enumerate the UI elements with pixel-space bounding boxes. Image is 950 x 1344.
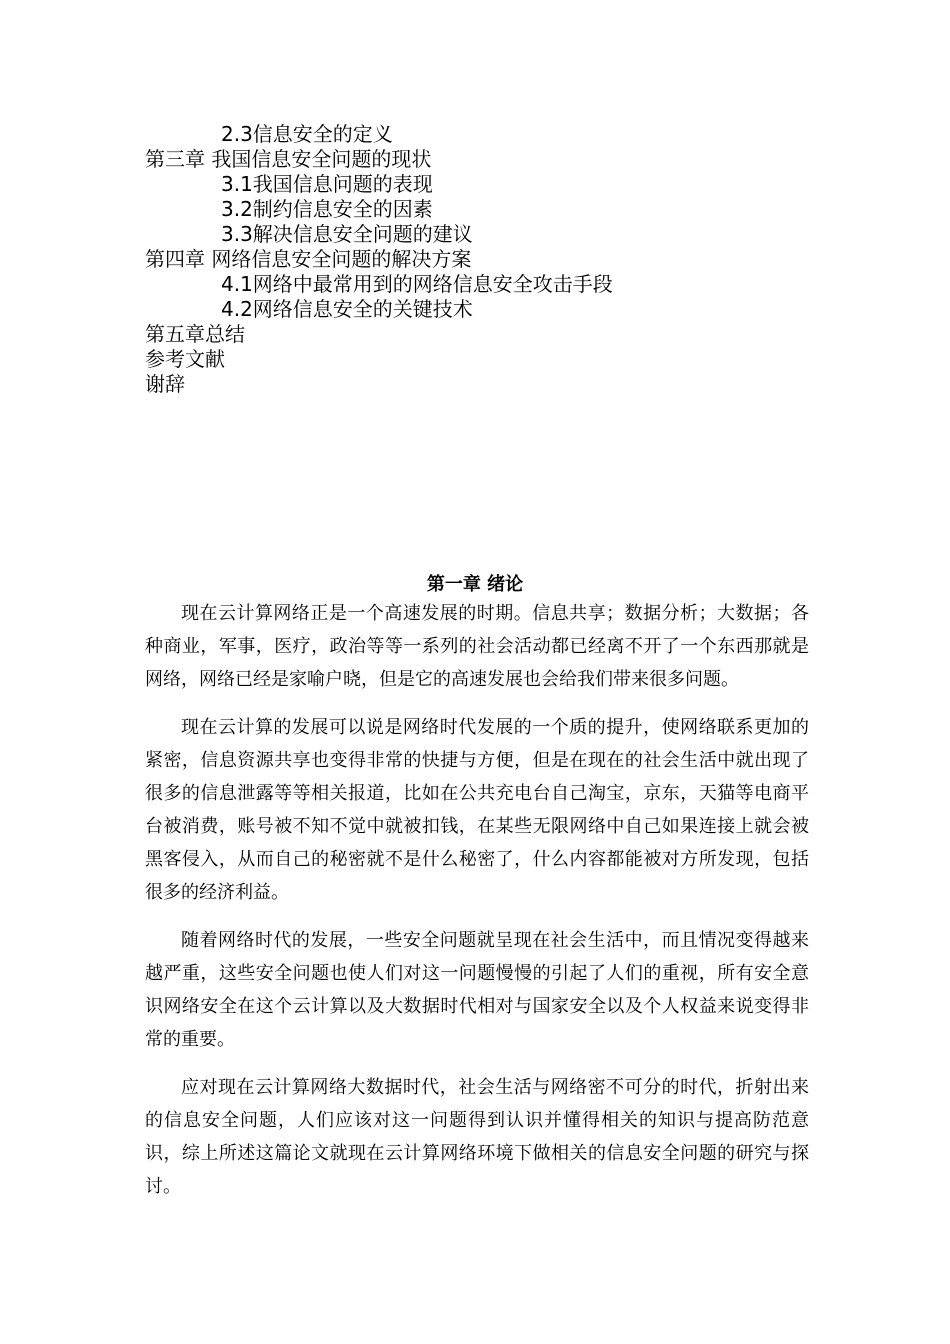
chapter-title: 第一章 绪论: [426, 574, 524, 595]
toc-entry: 谢辞: [145, 372, 185, 396]
chapter-body: [145, 597, 809, 1218]
toc-entry: 3.3解决信息安全问题的建议: [221, 222, 473, 246]
paragraph: 随着网络时代的发展，一些安全问题就呈现在社会生活中，而且情况变得越来越严重，这些安全问题也使人们对这一问题慢慢的引起了人们的重视，所有安全意识网络安全在这个云计算以及大数据时代相对与国家安全以及个人权益来说变得非常的重要。: [145, 930, 809, 1050]
toc-entry: 第四章 网络信息安全问题的解决方案: [145, 247, 472, 271]
paragraph: 现在云计算的发展可以说是网络时代发展的一个质的提升，使网络联系更加的紧密，信息资源共享也变得非常的快捷与方便，但是在现在的社会生活中就出现了很多的信息泄露等等相关报道，比如在公共充电台自己淘宝，京东，天猫等电商平台被消费，账号被不知不觉中就被扣钱，在某些无限网络中自己如果连接上就会被黑客侵入，从而自己的秘密就不是什么秘密了，什么内容都能被对方所发现，包括很多的经济利益。: [145, 717, 809, 903]
toc-entry: 第三章 我国信息安全问题的现状: [145, 147, 432, 171]
table-of-contents: [145, 122, 845, 397]
toc-entry: 4.2网络信息安全的关键技术: [221, 297, 473, 321]
toc-entry: 参考文献: [145, 347, 225, 371]
toc-entry: 3.1我国信息问题的表现: [221, 172, 433, 196]
paragraph: 现在云计算网络正是一个高速发展的时期。信息共享；数据分析；大数据；各种商业，军事，医疗，政治等等一系列的社会活动都已经离不开了一个东西那就是网络，网络已经是家喻户晓，但是它的高速发展也会给我们带来很多问题。: [145, 603, 809, 690]
toc-entry: 第五章总结: [145, 322, 245, 346]
paragraph: 应对现在云计算网络大数据时代，社会生活与网络密不可分的时代，折射出来的信息安全问题，人们应该对这一问题得到认识并懂得相关的知识与提高防范意识，综上所述这篇论文就现在云计算网络环境下做相关的信息安全问题的研究与探讨。: [145, 1077, 809, 1197]
toc-entry: 4.1网络中最常用到的网络信息安全攻击手段: [221, 272, 613, 296]
toc-entry: 3.2制约信息安全的因素: [221, 197, 433, 221]
toc-entry: 2.3信息安全的定义: [221, 122, 393, 146]
